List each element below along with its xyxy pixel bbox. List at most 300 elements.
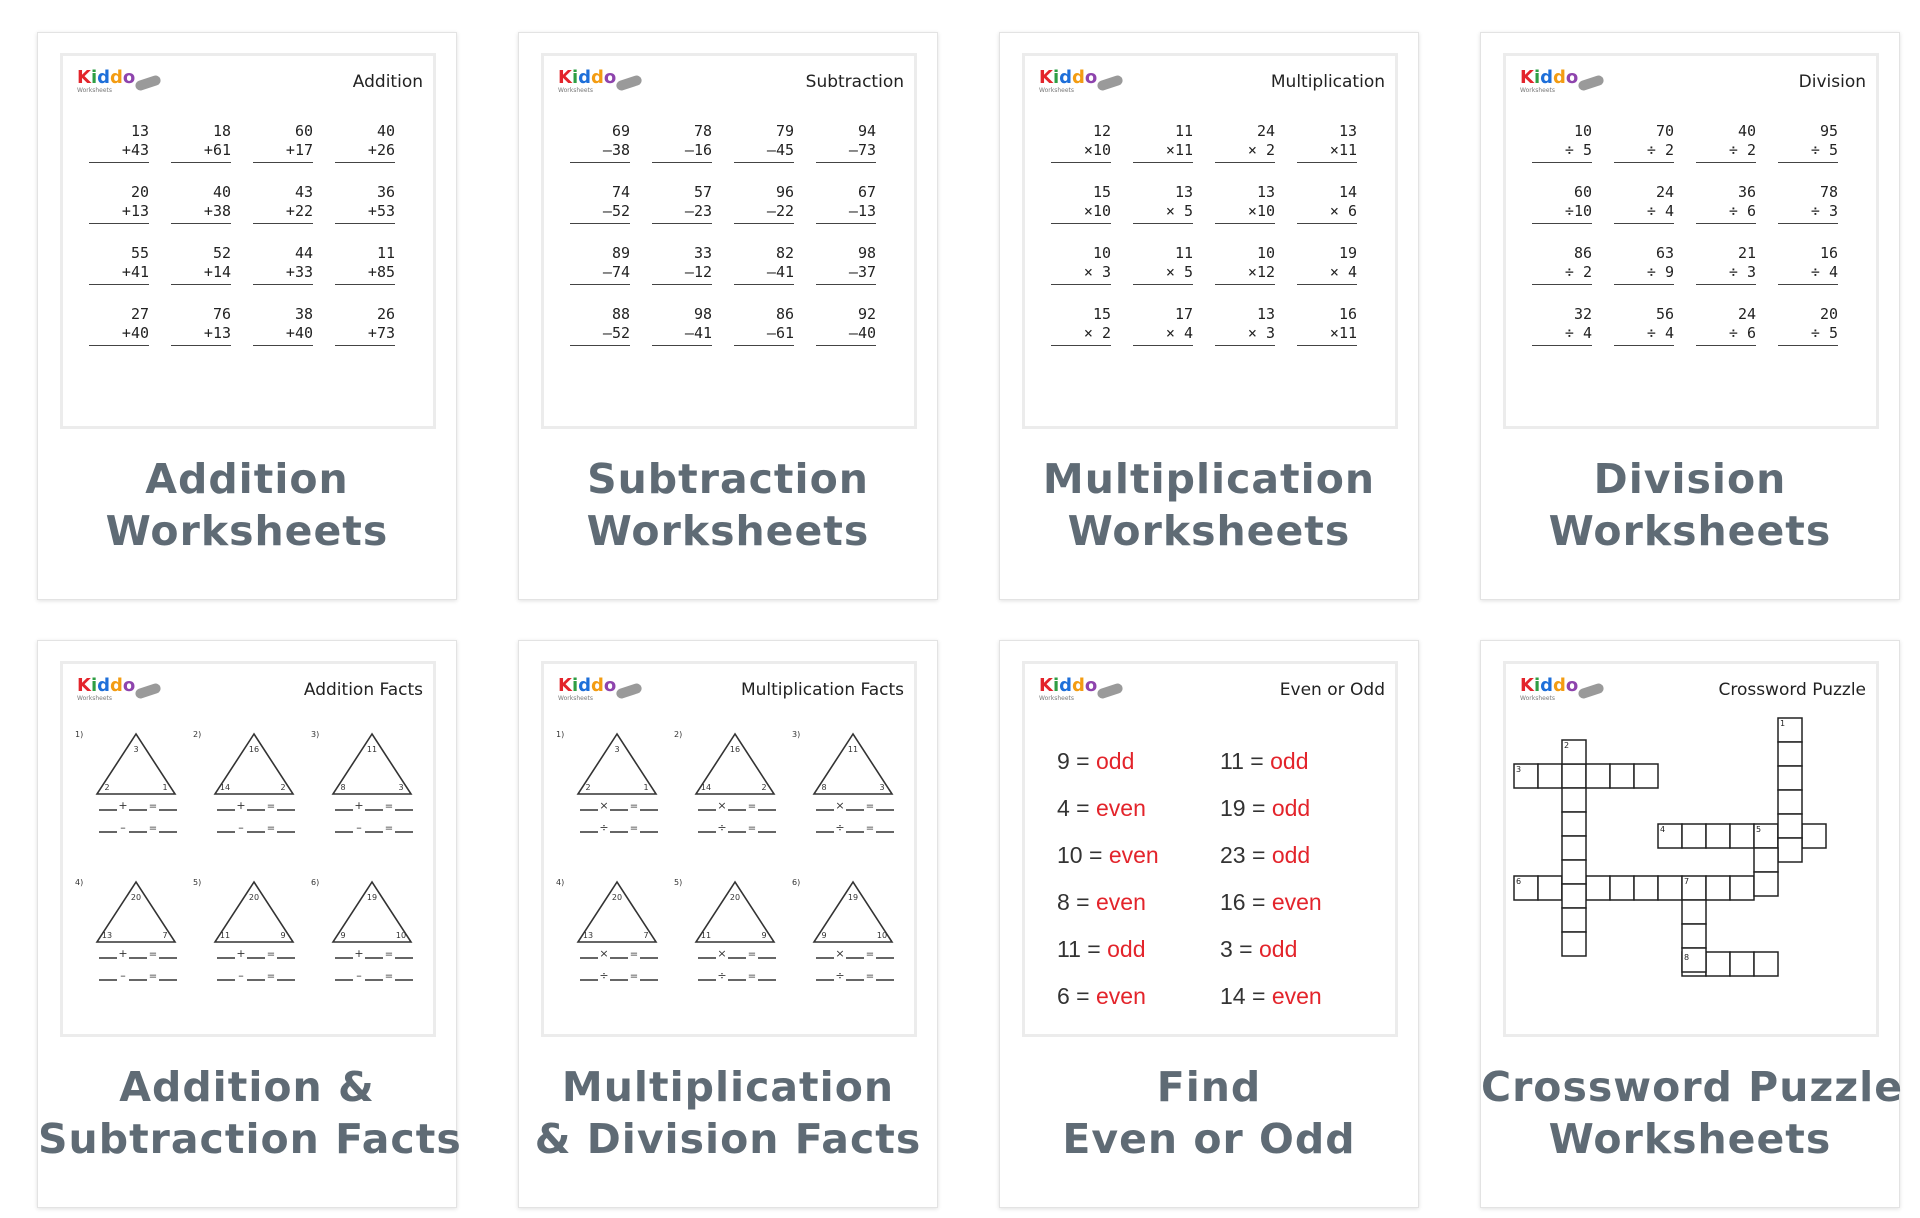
operator: ÷ — [1728, 324, 1738, 342]
problem-top: 95 — [1819, 122, 1838, 140]
problem-operand: 16 — [693, 141, 712, 159]
problem-operand: 13 — [130, 202, 149, 220]
crossword-cell — [1610, 764, 1634, 788]
equals-sign: = — [1080, 936, 1108, 962]
triangle-top: 16 — [248, 745, 260, 754]
problem-bottom — [1532, 141, 1592, 163]
problem-top: 79 — [775, 122, 794, 140]
fact-number: 5) — [193, 878, 202, 887]
fact-family — [552, 728, 670, 868]
logo-letter: i — [1052, 675, 1060, 696]
problem-bottom — [570, 324, 630, 346]
card-title[interactable] — [38, 453, 456, 557]
problem-bottom — [89, 141, 149, 163]
problem-operand: 13 — [857, 202, 876, 220]
problem — [1133, 183, 1193, 224]
fact-operator: ÷ — [835, 821, 845, 834]
logo-letter: i — [90, 67, 98, 88]
operator: × — [1247, 324, 1257, 342]
crossword-cell — [1706, 824, 1730, 848]
problem — [570, 305, 630, 346]
problem — [1778, 305, 1838, 346]
problem-top: 70 — [1655, 122, 1674, 140]
problem — [171, 244, 231, 285]
fact-operator: + — [118, 799, 128, 812]
equals-sign: = — [1069, 795, 1097, 821]
triangle-right: 10 — [395, 931, 407, 940]
fact-triangle — [690, 728, 780, 860]
card-title[interactable] — [1000, 453, 1418, 557]
problem-operand: 40 — [294, 324, 313, 342]
worksheet-preview[interactable] — [60, 661, 436, 1037]
problem-operand: 2 — [1256, 141, 1275, 159]
problem-top: 15 — [1092, 183, 1111, 201]
even-odd-item — [1220, 889, 1383, 916]
problem — [1696, 305, 1756, 346]
fact-operator: – — [356, 969, 362, 982]
equals-sign: = — [384, 949, 394, 960]
logo-letter: d — [1072, 675, 1085, 696]
fact-family — [670, 728, 788, 868]
equals-sign: = — [865, 823, 875, 834]
worksheet-preview[interactable] — [1503, 661, 1879, 1037]
operator: + — [203, 263, 213, 281]
clue-number: 1 — [1780, 719, 1786, 728]
problem-operand: 3 — [1256, 324, 1275, 342]
problem-operand: 38 — [611, 141, 630, 159]
equals-sign: = — [865, 971, 875, 982]
crossword-cell — [1778, 766, 1802, 790]
problem-top: 86 — [1573, 244, 1592, 262]
operator: × — [1165, 263, 1175, 281]
card-title-line: Subtraction — [587, 455, 869, 503]
operator: × — [1083, 324, 1093, 342]
card-title[interactable] — [1000, 1061, 1418, 1165]
problem — [1532, 183, 1592, 224]
problem-bottom — [1051, 324, 1111, 346]
problem-top: 40 — [1737, 122, 1756, 140]
even-odd-item — [1057, 983, 1220, 1010]
operator: – — [684, 202, 694, 220]
problem-operand: 53 — [376, 202, 395, 220]
logo-letter: d — [97, 67, 111, 88]
fact-triangle — [572, 728, 662, 860]
problem-bottom — [335, 263, 395, 285]
logo-subtitle: Worksheets — [1520, 695, 1555, 702]
triangle-left: 14 — [219, 783, 231, 792]
crossword-cell — [1682, 900, 1706, 924]
triangle-right: 9 — [761, 931, 767, 940]
problem-operand: 3 — [1819, 202, 1838, 220]
triangle-left: 11 — [700, 931, 712, 940]
card-title-line: Worksheets — [1548, 507, 1832, 555]
triangle-left: 14 — [700, 783, 712, 792]
operator: × — [1329, 263, 1339, 281]
fact-triangle — [808, 728, 898, 860]
triangle-left: 13 — [101, 931, 113, 940]
problem — [734, 305, 794, 346]
equals-sign: = — [629, 801, 639, 812]
worksheet-card-division[interactable] — [1480, 32, 1900, 600]
crossword-cell — [1562, 860, 1586, 884]
even-odd-number: 6 — [1057, 983, 1070, 1009]
even-odd-number: 19 — [1220, 795, 1246, 821]
operator: ÷ — [1810, 202, 1820, 220]
triangle-left: 9 — [821, 931, 827, 940]
worksheet-card-multiplication-facts[interactable] — [518, 640, 938, 1208]
crossword-cell — [1778, 814, 1802, 838]
operator: ÷ — [1646, 202, 1656, 220]
crossword-cell — [1586, 764, 1610, 788]
problem-top: 16 — [1338, 305, 1357, 323]
operator: – — [766, 202, 776, 220]
problem-top: 26 — [376, 305, 395, 323]
operator: ÷ — [1564, 263, 1574, 281]
worksheet-preview[interactable] — [1503, 53, 1879, 429]
worksheet-preview[interactable] — [60, 53, 436, 429]
problem-top: 16 — [1819, 244, 1838, 262]
card-title-line: Crossword Puzzle — [1481, 1063, 1903, 1111]
problem-top: 13 — [1174, 183, 1193, 201]
fact-operator: – — [120, 969, 126, 982]
logo-subtitle: Worksheets — [1039, 695, 1074, 702]
fact-triangle — [327, 876, 417, 1008]
card-title[interactable] — [1481, 1061, 1903, 1165]
operator: + — [121, 202, 131, 220]
triangle-right: 1 — [643, 783, 649, 792]
card-title[interactable] — [38, 1061, 462, 1165]
triangle-left: 9 — [340, 931, 346, 940]
problem-top: 40 — [376, 122, 395, 140]
problem — [1614, 183, 1674, 224]
fact-operator: × — [717, 799, 727, 812]
logo-letter: K — [1520, 675, 1534, 696]
worksheet-card-crossword[interactable] — [1480, 640, 1903, 1208]
problem-top: 10 — [1256, 244, 1275, 262]
problem — [89, 305, 149, 346]
fact-triangle — [91, 728, 181, 860]
triangle-right: 7 — [162, 931, 168, 940]
even-odd-item — [1057, 936, 1220, 963]
worksheet-heading: Even or Odd — [1279, 680, 1385, 700]
even-odd-number: 4 — [1057, 795, 1070, 821]
problem-grid — [1532, 122, 1860, 346]
problem — [1696, 122, 1756, 163]
worksheet-card-even-odd[interactable] — [999, 640, 1419, 1208]
fact-operator: ÷ — [717, 969, 727, 982]
problem — [734, 244, 794, 285]
problem-bottom — [89, 263, 149, 285]
problem-operand: 4 — [1655, 324, 1674, 342]
problem-top: 86 — [775, 305, 794, 323]
fact-family — [670, 876, 788, 1016]
card-title[interactable] — [519, 453, 937, 557]
card-title-line: Worksheets — [1548, 1115, 1832, 1163]
crossword-cell — [1634, 876, 1658, 900]
fact-number: 3) — [311, 730, 320, 739]
problem-bottom — [1532, 324, 1592, 346]
fact-number: 4) — [75, 878, 84, 887]
problem-top: 33 — [693, 244, 712, 262]
operator: – — [766, 263, 776, 281]
equals-sign: = — [1232, 936, 1260, 962]
logo-letter: d — [1059, 67, 1073, 88]
equals-sign: = — [1069, 983, 1097, 1009]
problem-operand: 2 — [1573, 263, 1592, 281]
crossword-cell — [1562, 908, 1586, 932]
operator: – — [848, 263, 858, 281]
problem-bottom — [335, 324, 395, 346]
problem — [1215, 183, 1275, 224]
problem-bottom — [89, 324, 149, 346]
triangle-right: 7 — [643, 931, 649, 940]
problem-bottom — [253, 141, 313, 163]
triangle-top: 20 — [611, 893, 623, 902]
problem-bottom — [1297, 263, 1357, 285]
problem-bottom — [1778, 324, 1838, 346]
fact-triangle — [327, 728, 417, 860]
worksheet-preview[interactable] — [541, 53, 917, 429]
crossword-cell — [1610, 876, 1634, 900]
crossword-cell — [1706, 876, 1730, 900]
crossword-cell — [1538, 876, 1562, 900]
problem-bottom — [734, 202, 794, 224]
fact-operator: + — [236, 947, 246, 960]
fact-operator: × — [835, 799, 845, 812]
clue-number: 2 — [1564, 741, 1570, 750]
crossword-cell — [1778, 790, 1802, 814]
card-title-line: Addition — [145, 455, 349, 503]
problem-bottom — [652, 202, 712, 224]
problem-top: 32 — [1573, 305, 1592, 323]
logo-subtitle: Worksheets — [77, 87, 112, 94]
kiddo-logo — [1039, 68, 1129, 104]
worksheet-card-addition-facts[interactable] — [37, 640, 462, 1208]
worksheet-card-addition[interactable] — [37, 32, 457, 600]
problem-bottom — [1696, 324, 1756, 346]
operator: × — [1329, 141, 1339, 159]
problem-operand: 40 — [857, 324, 876, 342]
logo-letter: d — [1059, 675, 1073, 696]
logo-letter: d — [578, 67, 592, 88]
problem-operand: 4 — [1174, 324, 1193, 342]
crossword-cell — [1562, 836, 1586, 860]
even-odd-number: 14 — [1220, 983, 1246, 1009]
equals-sign: = — [865, 801, 875, 812]
problem-top: 18 — [212, 122, 231, 140]
problem-operand: 5 — [1573, 141, 1592, 159]
logo-letter: d — [1072, 67, 1085, 88]
card-title[interactable] — [519, 1061, 937, 1165]
equals-sign: = — [1243, 748, 1271, 774]
card-title-line: Worksheets — [1067, 507, 1351, 555]
logo-letter: d — [97, 675, 111, 696]
problem-bottom — [816, 263, 876, 285]
worksheet-card-subtraction[interactable] — [518, 32, 938, 600]
operator: × — [1083, 263, 1093, 281]
equals-sign: = — [629, 823, 639, 834]
problem-top: 12 — [1092, 122, 1111, 140]
even-odd-answer: even — [1096, 795, 1146, 821]
problem — [89, 244, 149, 285]
logo-letter: o — [122, 67, 136, 88]
fact-family — [788, 876, 906, 1016]
operator: ÷ — [1646, 324, 1656, 342]
problem-top: 14 — [1338, 183, 1357, 201]
fact-triangle — [209, 876, 299, 1008]
operator: ÷ — [1728, 141, 1738, 159]
operator: × — [1165, 141, 1175, 159]
problem — [734, 122, 794, 163]
problem — [1051, 305, 1111, 346]
worksheet-heading: Multiplication Facts — [740, 680, 904, 700]
card-title-line: Division — [1593, 455, 1787, 503]
worksheet-preview[interactable] — [1022, 53, 1398, 429]
problem-bottom — [171, 141, 231, 163]
problem — [1297, 122, 1357, 163]
crossword-cell — [1754, 952, 1778, 976]
problem — [335, 305, 395, 346]
problem-bottom — [1215, 202, 1275, 224]
problem — [1133, 122, 1193, 163]
problem-operand: 11 — [1338, 324, 1357, 342]
operator: ÷ — [1810, 324, 1820, 342]
equals-sign: = — [266, 823, 276, 834]
problem — [1614, 122, 1674, 163]
problem-top: 15 — [1092, 305, 1111, 323]
problem-bottom — [1614, 324, 1674, 346]
problem-bottom — [652, 263, 712, 285]
logo-letter: i — [571, 67, 579, 88]
problem-operand: 22 — [775, 202, 794, 220]
logo-letter: d — [591, 67, 604, 88]
problem-top: 96 — [775, 183, 794, 201]
problem-operand: 52 — [611, 202, 630, 220]
problem-operand: 9 — [1655, 263, 1674, 281]
problem — [1297, 305, 1357, 346]
equals-sign: = — [384, 971, 394, 982]
even-odd-number: 11 — [1057, 936, 1081, 962]
problem-operand: 6 — [1737, 324, 1756, 342]
problem-top: 44 — [294, 244, 313, 262]
operator: + — [367, 263, 377, 281]
fact-operator: + — [236, 799, 246, 812]
problem — [570, 122, 630, 163]
logo-subtitle: Worksheets — [1520, 87, 1555, 94]
fact-number: 4) — [556, 878, 565, 887]
problem-operand: 22 — [294, 202, 313, 220]
fact-number: 6) — [792, 878, 801, 887]
crossword-cell — [1778, 742, 1802, 766]
crossword-cell — [1706, 952, 1730, 976]
operator: ÷ — [1646, 263, 1656, 281]
worksheet-heading: Addition Facts — [303, 680, 423, 700]
operator: ÷ — [1564, 202, 1574, 220]
triangle-left: 13 — [582, 931, 594, 940]
problem — [816, 122, 876, 163]
worksheet-heading: Crossword Puzzle — [1718, 680, 1866, 700]
equals-sign: = — [865, 949, 875, 960]
worksheet-preview[interactable] — [1022, 661, 1398, 1037]
problem-operand: 85 — [376, 263, 395, 281]
problem-operand: 3 — [1737, 263, 1756, 281]
card-title[interactable] — [1481, 453, 1899, 557]
problem-bottom — [734, 324, 794, 346]
problem-top: 78 — [693, 122, 712, 140]
even-odd-item — [1220, 842, 1383, 869]
problem — [1696, 183, 1756, 224]
problem-grid — [89, 122, 417, 346]
problem-bottom — [1614, 202, 1674, 224]
equals-sign: = — [1245, 842, 1272, 868]
problem-top: 98 — [693, 305, 712, 323]
card-title-line: Subtraction Facts — [38, 1115, 462, 1163]
operator: + — [285, 202, 295, 220]
problem-operand: 10 — [1092, 141, 1111, 159]
problem-grid — [570, 122, 898, 346]
triangle-right: 3 — [398, 783, 404, 792]
problem-top: 20 — [130, 183, 149, 201]
kiddo-logo — [1520, 68, 1610, 104]
problem — [816, 244, 876, 285]
problem-operand: 45 — [775, 141, 794, 159]
equals-sign: = — [148, 823, 158, 834]
problem-operand: 23 — [693, 202, 712, 220]
fact-operator: + — [354, 799, 364, 812]
logo-letter: d — [1553, 675, 1566, 696]
operator: – — [766, 141, 776, 159]
card-title-line: Multiplication — [1042, 455, 1376, 503]
logo-letter: d — [591, 675, 604, 696]
problem-bottom — [1297, 202, 1357, 224]
crossword-cell — [1730, 824, 1754, 848]
triangle-left: 2 — [585, 783, 591, 792]
card-title-line: Find — [1156, 1063, 1262, 1111]
problem-bottom — [1051, 263, 1111, 285]
operator: – — [848, 141, 858, 159]
operator: ÷ — [1810, 263, 1820, 281]
problem-top: 82 — [775, 244, 794, 262]
triangle-top: 20 — [729, 893, 741, 902]
problem-bottom — [1778, 141, 1838, 163]
problem-operand: 10 — [1256, 202, 1275, 220]
problem — [253, 183, 313, 224]
triangle-right: 3 — [879, 783, 885, 792]
problem-top: 55 — [130, 244, 149, 262]
problem-bottom — [816, 202, 876, 224]
operator: + — [285, 263, 295, 281]
even-odd-answer: odd — [1107, 936, 1146, 962]
worksheet-card-multiplication[interactable] — [999, 32, 1419, 600]
operator: + — [121, 324, 131, 342]
fact-operator: + — [118, 947, 128, 960]
triangle-top: 11 — [847, 745, 859, 754]
fact-operator: × — [835, 947, 845, 960]
problem — [1532, 122, 1592, 163]
operator: + — [121, 263, 131, 281]
problem-bottom — [89, 202, 149, 224]
worksheet-preview[interactable] — [541, 661, 917, 1037]
equals-sign: = — [1245, 889, 1272, 915]
problem-bottom — [253, 263, 313, 285]
problem — [171, 122, 231, 163]
problem-operand: 5 — [1174, 202, 1193, 220]
crossword-cell — [1730, 952, 1754, 976]
fact-family — [189, 876, 307, 1016]
problem — [1614, 305, 1674, 346]
problem-operand: 4 — [1655, 202, 1674, 220]
operator: – — [602, 263, 612, 281]
